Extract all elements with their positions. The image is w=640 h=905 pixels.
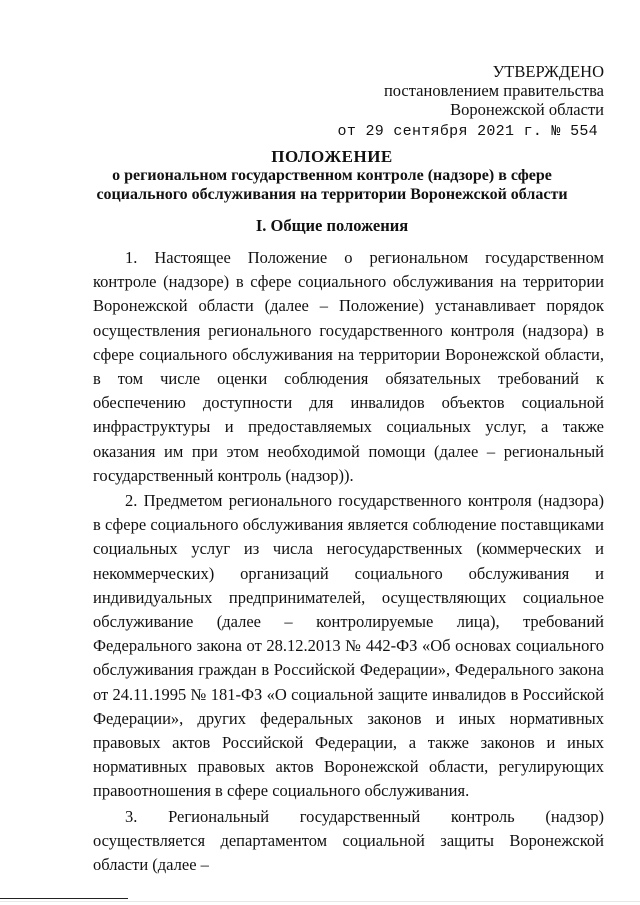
approval-date: от 29 сентября 2021 г. № 554 [337, 123, 598, 140]
paragraph-3: 3. Региональный государственный контроль (надзор) осуществляется департаментом социальной защиты Воронежской области (далее – [93, 806, 604, 875]
paragraph-1: 1. Настоящее Положение о региональном государственном контроле (надзоре) в сфере социального обслуживания на территории Воронежской области (далее – Положение) устанавливает порядок осуществления регионального государственного контроля (надзора) в сфере социального обслуживания на территории Воронежской области, в том числе оценки соблюдения обязательных требований к обеспечению доступности для инвалидов объектов социальной инфраструктуры и предоставляемых социальных услуг, а также оказания им при этом необходимой помощи (далее – региональный государственный контроль (надзор)). [93, 248, 604, 485]
page-bottom-edge [0, 901, 640, 902]
approval-by: постановлением правительства [383, 81, 604, 100]
document-title [60, 147, 604, 204]
document-body [93, 246, 604, 878]
footnote-divider [0, 898, 128, 899]
document-subtitle-line2: социального обслуживания на территории Воронежской области [96, 186, 568, 203]
section-heading: I. Общие положения [255, 216, 409, 235]
document-heading: ПОЛОЖЕНИЕ [271, 147, 393, 166]
document-subtitle-line1: о региональном государственном контроле (надзоре) в сфере [112, 167, 552, 184]
approval-label: УТВЕРЖДЕНО [492, 62, 604, 81]
approval-region: Воронежской области [450, 100, 604, 119]
paragraph-2: 2. Предметом регионального государственного контроля (надзора) в сфере социального обслуживания является соблюдение поставщиками социальных услуг из числа негосударственных (коммерческих и некоммерческих) организаций социального обслуживания и индивидуальных предпринимателей, осуществляющих социальное обслуживание (далее – контролируемые лица), требований Федерального закона от 28.12.2013 № 442-ФЗ «Об основах социального обслуживания граждан в Российской Федерации», Федерального закона от 24.11.1995 № 181-ФЗ «О социальной защите инвалидов в Российской Федерации», других федеральных законов и иных нормативных правовых актов Российской Федерации, а также законов и иных нормативных правовых актов Воронежской области, регулирующих правоотношения в сфере социального обслуживания. [93, 491, 604, 801]
approval-block [338, 62, 604, 141]
